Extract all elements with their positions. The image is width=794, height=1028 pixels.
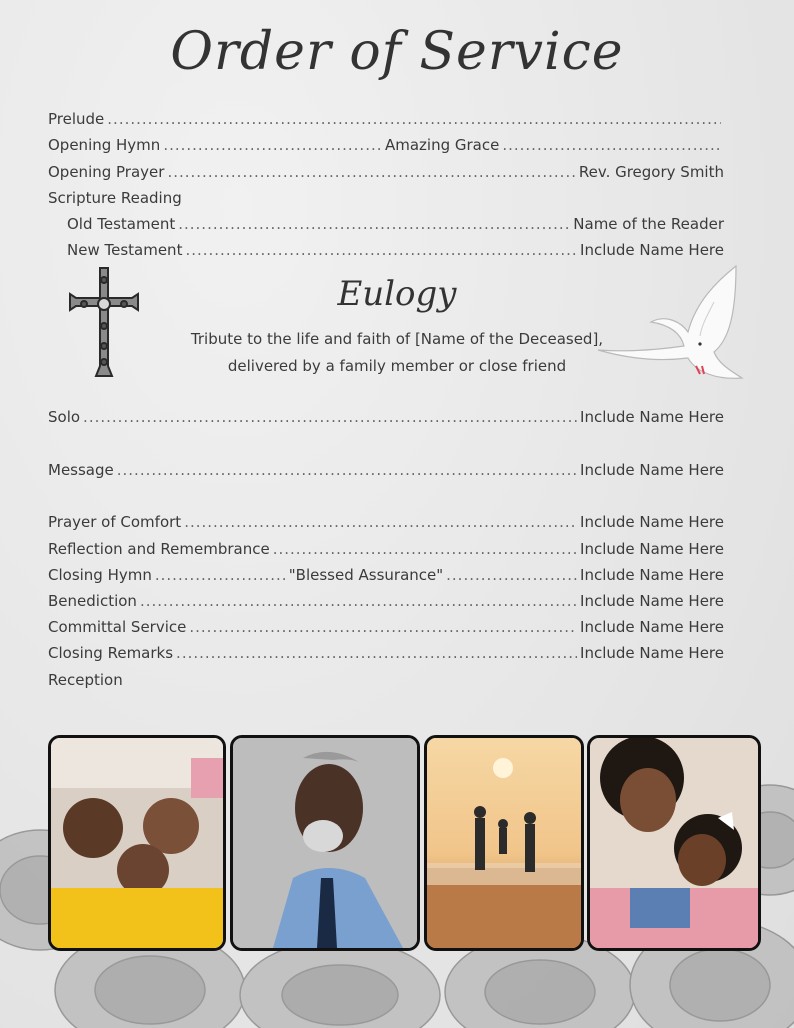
item-middle: Amazing Grace — [384, 136, 500, 154]
item-label: Prayer of Comfort — [48, 513, 182, 531]
item-right: Include Name Here — [580, 644, 724, 662]
leader-dots — [163, 136, 382, 154]
leader-dots — [178, 215, 570, 233]
item-label: Old Testament — [67, 215, 176, 233]
item-right: Include Name Here — [580, 592, 724, 610]
service-item-opening-hymn — [48, 136, 724, 160]
service-item-closing-hymn — [48, 566, 724, 590]
service-item-solo — [48, 408, 724, 432]
item-label: Reflection and Remembrance — [48, 540, 270, 558]
item-right: Name of the Reader — [573, 215, 724, 233]
service-item-closing-remarks — [48, 644, 724, 668]
service-item-scripture-reading — [48, 189, 724, 213]
item-right: Include Name Here — [580, 566, 724, 584]
gentleman-portrait-photo — [230, 735, 420, 951]
leader-dots — [189, 618, 577, 636]
leader-dots — [185, 241, 577, 259]
eulogy-heading: Eulogy — [337, 274, 457, 314]
item-label: Opening Prayer — [48, 163, 165, 181]
item-label: Benediction — [48, 592, 137, 610]
eulogy-line-1: Tribute to the life and faith of [Name of the Deceased], — [190, 330, 604, 348]
service-item-reception — [48, 671, 724, 695]
item-label: Closing Remarks — [48, 644, 174, 662]
item-label: Closing Hymn — [48, 566, 152, 584]
item-label: Message — [48, 461, 114, 479]
item-label: Prelude — [48, 110, 105, 128]
leader-dots — [502, 136, 721, 154]
service-item-prelude — [48, 110, 724, 134]
service-item-old-testament — [67, 215, 724, 239]
item-label: Committal Service — [48, 618, 187, 636]
leader-dots — [167, 163, 575, 181]
item-right: Rev. Gregory Smith — [578, 163, 724, 181]
service-item-benediction — [48, 592, 724, 616]
page-title: Order of Service — [170, 22, 624, 82]
eulogy-line-2: delivered by a family member or close friend — [227, 357, 567, 375]
leader-dots — [176, 644, 577, 662]
leader-dots — [184, 513, 577, 531]
item-right: Include Name Here — [580, 461, 724, 479]
item-right: Include Name Here — [580, 241, 724, 259]
service-item-prayer-of-comfort — [48, 513, 724, 537]
item-middle: "Blessed Assurance" — [288, 566, 444, 584]
leader-dots — [140, 592, 577, 610]
family-lying-photo — [48, 735, 226, 951]
leader-dots — [117, 461, 577, 479]
service-item-opening-prayer — [48, 163, 724, 187]
mother-daughter-photo — [587, 735, 761, 951]
leader-dots — [155, 566, 286, 584]
item-label: Opening Hymn — [48, 136, 161, 154]
item-label: Scripture Reading — [48, 189, 182, 207]
service-item-reflection — [48, 540, 724, 564]
item-right: Include Name Here — [580, 513, 724, 531]
leader-dots — [83, 408, 577, 426]
beach-family-photo — [424, 735, 584, 951]
item-right: Include Name Here — [580, 540, 724, 558]
item-label: Reception — [48, 671, 123, 689]
item-label: Solo — [48, 408, 81, 426]
item-right: Include Name Here — [580, 408, 724, 426]
item-right: Include Name Here — [580, 618, 724, 636]
leader-dots — [107, 110, 721, 128]
leader-dots — [446, 566, 577, 584]
service-item-message — [48, 461, 724, 485]
service-item-committal — [48, 618, 724, 642]
item-label: New Testament — [67, 241, 183, 259]
leader-dots — [273, 540, 577, 558]
